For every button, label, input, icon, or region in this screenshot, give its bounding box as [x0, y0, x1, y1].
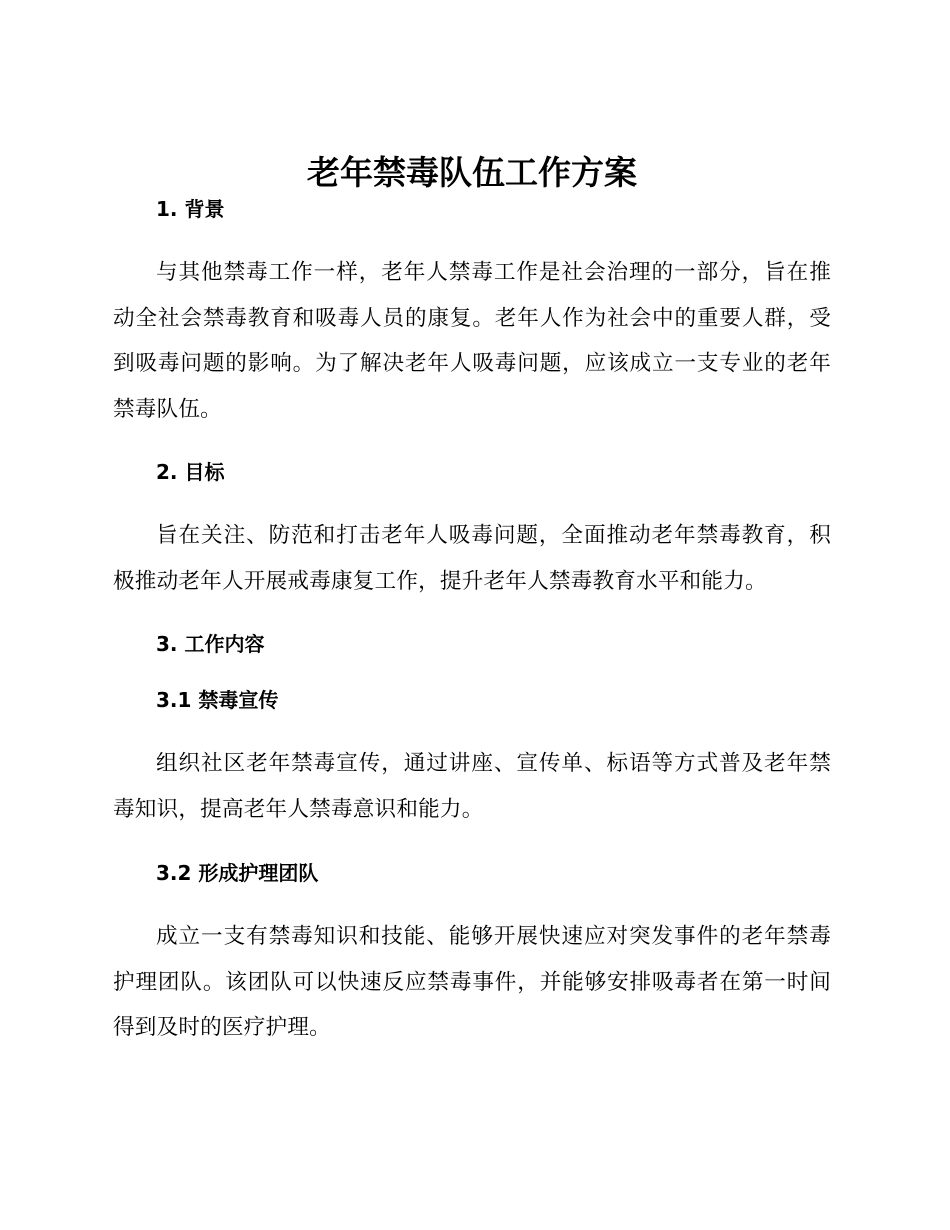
subsection-heading-propaganda: 3.1 禁毒宣传: [156, 688, 279, 712]
section-heading-background: 1. 背景: [156, 197, 225, 221]
document-body: [113, 148, 831, 1051]
subsection-heading-nursing-team: 3.2 形成护理团队: [156, 861, 319, 885]
paragraph-background: 与其他禁毒工作一样，老年人禁毒工作是社会治理的一部分，旨在推动全社会禁毒教育和吸毒人员的康复。老年人作为社会中的重要人群，受到吸毒问题的影响。为了解决老年人吸毒问题，应该成立一支专业的老年禁毒队伍。: [113, 260, 831, 422]
document-title: 老年禁毒队伍工作方案: [307, 153, 637, 192]
paragraph-propaganda: 组织社区老年禁毒宣传，通过讲座、宣传单、标语等方式普及老年禁毒知识，提高老年人禁毒意识和能力。: [113, 751, 831, 822]
paragraph-nursing-team: 成立一支有禁毒知识和技能、能够开展快速应对突发事件的老年禁毒护理团队。该团队可以快速反应禁毒事件，并能够安排吸毒者在第一时间得到及时的医疗护理。: [113, 924, 831, 1040]
section-heading-work-content: 3. 工作内容: [156, 632, 265, 656]
paragraph-goal: 旨在关注、防范和打击老年人吸毒问题，全面推动老年禁毒教育，积极推动老年人开展戒毒康复工作，提升老年人禁毒教育水平和能力。: [113, 523, 831, 594]
section-heading-goal: 2. 目标: [156, 460, 225, 484]
